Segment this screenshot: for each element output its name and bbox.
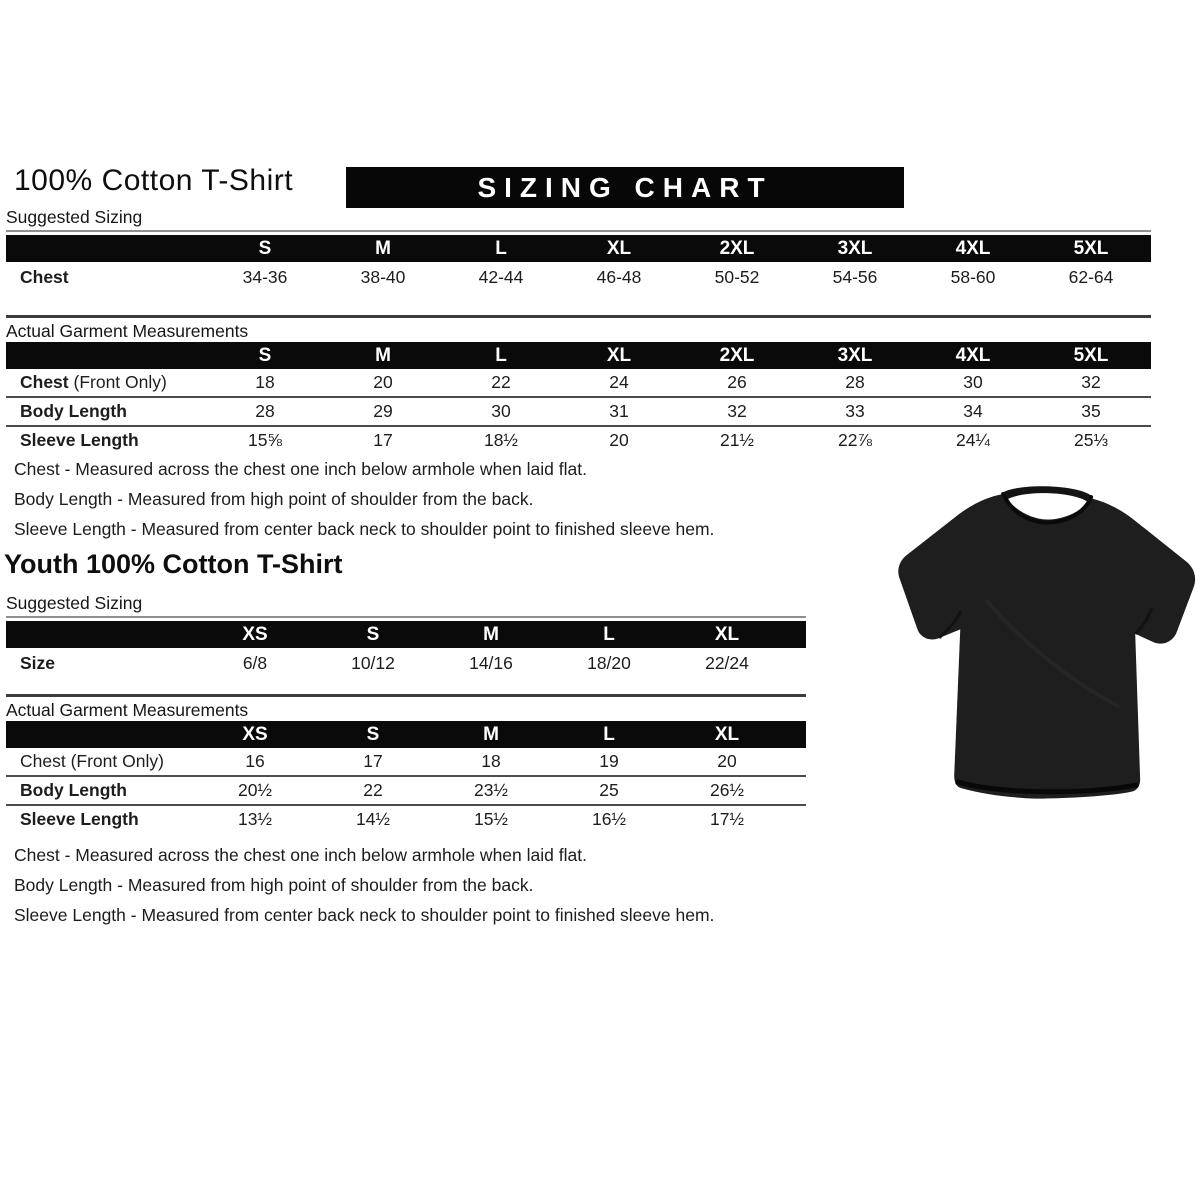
note-line: Sleeve Length - Measured from center back neck to shoulder point to finished sleeve hem. — [14, 905, 715, 925]
size-header-cell: XL — [714, 723, 740, 745]
product-title: 100% Cotton T-Shirt — [14, 164, 294, 197]
note-line: Chest - Measured across the chest one inch below armhole when laid flat. — [14, 459, 587, 479]
measurement-cell: 15⅝ — [247, 430, 283, 450]
measurement-cell: 6/8 — [242, 652, 268, 673]
size-header-cell: XL — [606, 344, 632, 366]
adult-chest-row — [6, 369, 1151, 396]
measurement-cell: 19 — [599, 751, 619, 771]
measurement-cell: 28 — [845, 372, 865, 392]
measurement-cell: 20 — [373, 372, 393, 392]
row-label: Size — [20, 652, 56, 673]
row-label: Chest (Front Only) — [20, 751, 164, 771]
measurement-cell: 22 — [491, 372, 511, 392]
measurement-cell: 25 — [599, 780, 619, 800]
measurement-cell: 18 — [255, 372, 275, 392]
measurement-cell: 24¼ — [955, 430, 991, 450]
measurement-cell: 23½ — [473, 780, 509, 800]
size-header-cell: S — [258, 344, 272, 366]
size-header-cell: XL — [714, 623, 740, 645]
measurement-cell: 33 — [845, 401, 865, 421]
size-header-cell: XS — [242, 723, 268, 745]
measurement-cell: 14/16 — [469, 652, 513, 673]
size-header-cell: 2XL — [719, 237, 755, 259]
note-line: Body Length - Measured from high point of shoulder from the back. — [14, 875, 534, 895]
youth-suggested-section — [6, 592, 806, 678]
row-label: Sleeve Length — [20, 430, 139, 450]
row-label: Chest — [20, 266, 69, 287]
tshirt-collar-shape — [1002, 486, 1092, 503]
note-line: Sleeve Length - Measured from center back neck to shoulder point to finished sleeve hem. — [14, 519, 715, 539]
measurement-cell: 58-60 — [950, 266, 996, 287]
youth-product-title: Youth 100% Cotton T-Shirt — [4, 549, 343, 579]
measurement-cell: 21½ — [719, 430, 755, 450]
note-line: Body Length - Measured from high point of shoulder from the back. — [14, 489, 534, 509]
measurement-cell: 17 — [373, 430, 393, 450]
measurement-cell: 13½ — [237, 809, 273, 829]
measurement-cell: 62-64 — [1068, 266, 1114, 287]
measurement-cell: 15½ — [473, 809, 509, 829]
youth-chest-row — [6, 748, 806, 775]
row-label — [6, 372, 206, 393]
measurement-cell: 26½ — [709, 780, 745, 800]
size-header-cell: 5XL — [1073, 344, 1109, 366]
measurement-cell: 16½ — [591, 809, 627, 829]
actual-measurements-label: Actual Garment Measurements — [6, 315, 1151, 342]
youth-actual-header-row — [6, 721, 806, 748]
measurement-cell: 54-56 — [832, 266, 878, 287]
adult-sleeve-length-row — [6, 425, 1151, 454]
measurement-cell: 20 — [717, 751, 737, 771]
size-header-cell: S — [366, 623, 380, 645]
measurement-cell: 46-48 — [596, 266, 642, 287]
adult-suggested-section — [6, 206, 1151, 292]
measurement-cell: 38-40 — [360, 266, 406, 287]
youth-actual-rows — [6, 748, 806, 833]
measurement-cell: 28 — [255, 401, 275, 421]
measurement-cell: 18½ — [483, 430, 519, 450]
measurement-cell: 34 — [963, 401, 983, 421]
measurement-cell: 22⅞ — [837, 430, 873, 450]
size-header-cell: M — [375, 237, 391, 259]
adult-actual-section — [6, 315, 1151, 454]
size-header-cell: 5XL — [1073, 237, 1109, 259]
size-header-cell: L — [495, 237, 507, 259]
size-header-cell: S — [366, 723, 380, 745]
adult-suggested-header-row — [6, 235, 1151, 262]
row-label: Sleeve Length — [20, 809, 139, 829]
size-header-cell: M — [483, 623, 499, 645]
measurement-cell: 22 — [363, 780, 383, 800]
measurement-cell: 14½ — [355, 809, 391, 829]
measurement-cell: 18/20 — [587, 652, 631, 673]
measurement-cell: 25⅓ — [1073, 430, 1109, 450]
size-header-cell: 2XL — [719, 344, 755, 366]
measurement-cell: 34-36 — [242, 266, 288, 287]
measurement-cell: 35 — [1081, 401, 1101, 421]
youth-actual-section — [6, 694, 806, 833]
sizing-chart-banner — [346, 167, 904, 208]
size-header-cell: XS — [242, 623, 268, 645]
size-header-cell: M — [375, 344, 391, 366]
black-tshirt-image — [890, 478, 1200, 818]
measurement-cell: 29 — [373, 401, 393, 421]
youth-body-length-row — [6, 775, 806, 804]
size-header-cell: 3XL — [837, 344, 873, 366]
size-header-cell: XL — [606, 237, 632, 259]
measurement-cell: 20½ — [237, 780, 273, 800]
actual-measurements-label: Actual Garment Measurements — [6, 694, 806, 721]
row-label: Body Length — [20, 780, 127, 800]
size-header-cell: L — [603, 723, 615, 745]
measurement-cell: 18 — [481, 751, 501, 771]
size-header-cell: M — [483, 723, 499, 745]
adult-actual-header-row — [6, 342, 1151, 369]
tshirt-illustration — [888, 476, 1200, 820]
measurement-cell: 42-44 — [478, 266, 524, 287]
youth-size-row — [6, 648, 806, 678]
measurement-cell: 22/24 — [705, 652, 749, 673]
youth-measurement-notes — [14, 845, 714, 935]
measurement-cell: 17½ — [709, 809, 745, 829]
measurement-cell: 20 — [609, 430, 629, 450]
measurement-cell: 26 — [727, 372, 747, 392]
row-label-suffix: (Front Only) — [68, 372, 167, 392]
row-label: Body Length — [20, 401, 127, 421]
size-header-cell: 4XL — [955, 237, 991, 259]
measurement-cell: 24 — [609, 372, 629, 392]
suggested-sizing-label: Suggested Sizing — [6, 206, 1151, 232]
size-header-cell: 3XL — [837, 237, 873, 259]
size-header-cell: L — [495, 344, 507, 366]
tshirt-body-shape — [895, 492, 1196, 800]
measurement-cell: 16 — [245, 751, 265, 771]
measurement-cell: 31 — [609, 401, 629, 421]
measurement-cell: 17 — [363, 751, 383, 771]
measurement-cell: 30 — [491, 401, 511, 421]
sizing-chart-banner-text: SIZING CHART — [477, 171, 773, 203]
suggested-sizing-label: Suggested Sizing — [6, 592, 806, 618]
note-line: Chest - Measured across the chest one inch below armhole when laid flat. — [14, 845, 587, 865]
size-header-cell: 4XL — [955, 344, 991, 366]
adult-body-length-row — [6, 396, 1151, 425]
measurement-cell: 30 — [963, 372, 983, 392]
size-header-cell: L — [603, 623, 615, 645]
measurement-cell: 32 — [727, 401, 747, 421]
youth-sleeve-length-row — [6, 804, 806, 833]
size-header-cell: S — [258, 237, 272, 259]
measurement-cell: 10/12 — [351, 652, 395, 673]
measurement-cell: 50-52 — [714, 266, 760, 287]
adult-actual-rows — [6, 369, 1151, 454]
youth-suggested-header-row — [6, 621, 806, 648]
row-label-main: Chest — [20, 372, 69, 392]
adult-chest-range-row — [6, 262, 1151, 292]
measurement-cell: 32 — [1081, 372, 1101, 392]
adult-measurement-notes — [14, 459, 714, 549]
